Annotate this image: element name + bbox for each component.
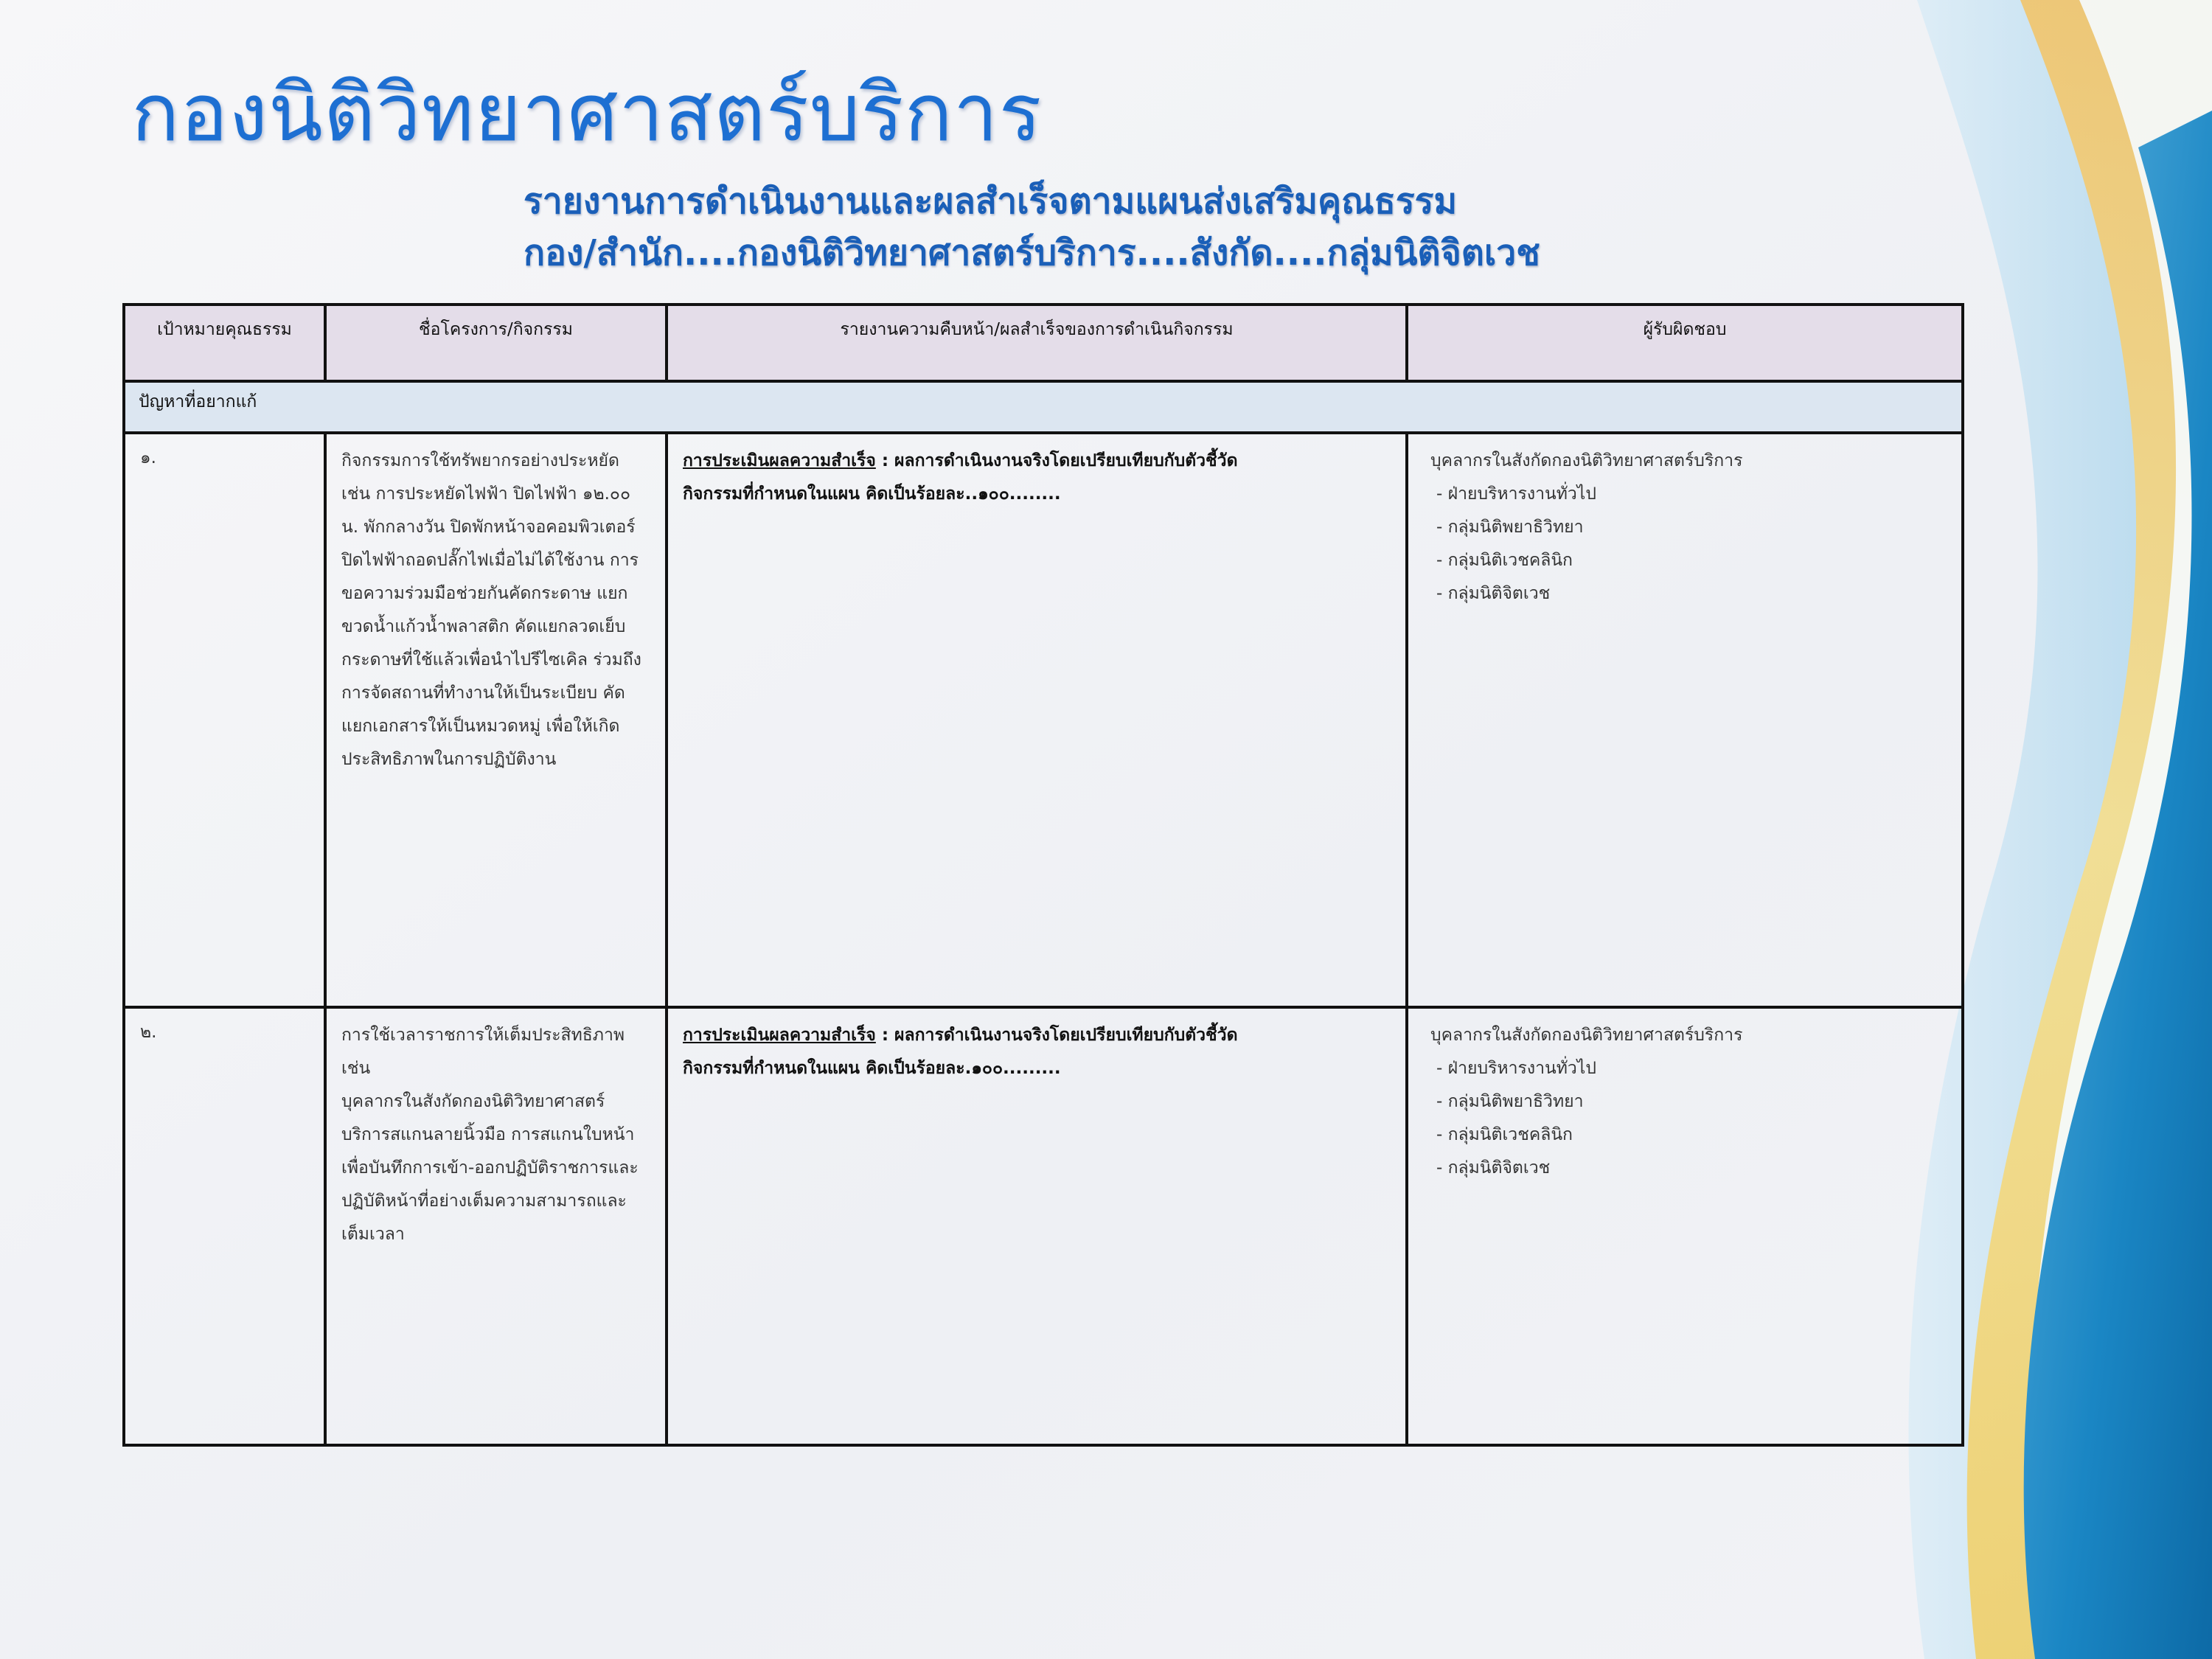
responsible-cell — [1407, 1007, 1963, 1445]
project-line: บริการสแกนลายนิ้วมือ การสแกนใบหน้า — [341, 1125, 635, 1144]
progress-line-1 — [683, 445, 1391, 478]
row-number: ๑. — [140, 448, 156, 467]
group-row — [124, 381, 1963, 433]
project-line: เพื่อบันทึกการเข้า-ออกปฏิบัติราชการและ — [341, 1158, 639, 1178]
progress-text — [668, 434, 1405, 521]
responsible-item: - กลุ่มนิติพยาธิวิทยา — [1436, 518, 1584, 537]
responsible-item: - กลุ่มนิติพยาธิวิทยา — [1436, 1092, 1584, 1111]
goal-cell — [124, 433, 325, 1007]
progress-text-1: : ผลการดำเนินงานจริงโดยเปรียบเทียบกับตัวชี้วัด — [875, 1026, 1238, 1045]
project-line: ปฏิบัติหน้าที่อย่างเต็มความสามารถและ — [341, 1192, 627, 1211]
progress-cell — [667, 433, 1407, 1007]
project-line: แยกเอกสารให้เป็นหมวดหมู่ เพื่อให้เกิด — [341, 717, 620, 736]
report-subtitle-line-2: กอง/สำนัก....กองนิติวิทยาศาสตร์บริการ....สังกัด....กลุ่มนิติจิตเวช — [524, 232, 1540, 274]
table-row — [124, 1007, 1963, 1445]
project-line: ขวดน้ำแก้วน้ำพลาสติก คัดแยกลวดเย็บ — [341, 617, 626, 636]
responsible-item: - กลุ่มนิติจิตเวช — [1436, 1158, 1551, 1178]
progress-text-2: กิจกรรมที่กำหนดในแผน คิดเป็นร้อยละ.๑๐๐......... — [683, 1059, 1061, 1078]
row-number: ๒. — [140, 1023, 157, 1042]
project-line: บุคลากรในสังกัดกองนิติวิทยาศาสตร์ — [341, 1092, 605, 1111]
project-line: เต็มเวลา — [341, 1225, 405, 1244]
responsible-item: - กลุ่มนิติเวชคลินิก — [1436, 551, 1573, 570]
responsible-list — [1408, 1009, 1961, 1195]
responsible-cell — [1407, 433, 1963, 1007]
progress-cell — [667, 1007, 1407, 1445]
responsible-head: บุคลากรในสังกัดกองนิติวิทยาศาสตร์บริการ — [1430, 451, 1743, 470]
progress-text — [668, 1009, 1405, 1096]
goal-cell — [124, 1007, 325, 1445]
report-table — [122, 303, 1964, 1447]
progress-text-2: กิจกรรมที่กำหนดในแผน คิดเป็นร้อยละ..๑๐๐........ — [683, 484, 1061, 504]
project-line: ปิดไฟฟ้าถอดปลั๊กไฟเมื่อไม่ได้ใช้งาน การ — [341, 551, 639, 570]
project-line: การจัดสถานที่ทำงานให้เป็นระเบียบ คัด — [341, 684, 625, 703]
project-line: การใช้เวลาราชการให้เต็มประสิทธิภาพเช่น — [341, 1026, 625, 1078]
page-title: กองนิติวิทยาศาสตร์บริการ — [131, 67, 1043, 159]
responsible-item: - ฝ่ายบริหารงานทั่วไป — [1436, 484, 1596, 504]
header-goal: เป้าหมายคุณธรรม — [124, 305, 325, 381]
project-line: เช่น การประหยัดไฟฟ้า ปิดไฟฟ้า ๑๒.๐๐ — [341, 484, 630, 504]
project-cell — [325, 433, 667, 1007]
responsible-item: - ฝ่ายบริหารงานทั่วไป — [1436, 1059, 1596, 1078]
table-row — [124, 433, 1963, 1007]
project-line: กระดาษที่ใช้แล้วเพื่อนำไปรีไซเคิล ร่วมถึง — [341, 650, 641, 669]
project-line: ขอความร่วมมือช่วยกันคัดกระดาษ แยก — [341, 584, 628, 603]
project-line: ประสิทธิภาพในการปฏิบัติงาน — [341, 750, 557, 769]
project-line: น. พักกลางวัน ปิดพักหน้าจอคอมพิวเตอร์ — [341, 518, 636, 537]
responsible-item: - กลุ่มนิติเวชคลินิก — [1436, 1125, 1573, 1144]
evaluation-label: การประเมินผลความสำเร็จ — [683, 451, 876, 470]
header-progress: รายงานความคืบหน้า/ผลสำเร็จของการดำเนินกิจกรรม — [667, 305, 1407, 381]
progress-text-1: : ผลการดำเนินงานจริงโดยเปรียบเทียบกับตัวชี้วัด — [875, 451, 1238, 470]
header-project: ชื่อโครงการ/กิจกรรม — [325, 305, 667, 381]
responsible-list — [1408, 434, 1961, 621]
project-text — [327, 434, 665, 787]
project-cell — [325, 1007, 667, 1445]
evaluation-label: การประเมินผลความสำเร็จ — [683, 1026, 876, 1045]
header-responsible: ผู้รับผิดชอบ — [1407, 305, 1963, 381]
progress-line-1 — [683, 1019, 1391, 1052]
project-text — [327, 1009, 665, 1262]
responsible-head: บุคลากรในสังกัดกองนิติวิทยาศาสตร์บริการ — [1430, 1026, 1743, 1045]
group-label: ปัญหาที่อยากแก้ — [124, 381, 1963, 433]
table-header-row — [124, 305, 1963, 381]
project-line: กิจกรรมการใช้ทรัพยากรอย่างประหยัด — [341, 451, 619, 470]
responsible-item: - กลุ่มนิติจิตเวช — [1436, 584, 1551, 603]
report-subtitle-line-1: รายงานการดำเนินงานและผลสำเร็จตามแผนส่งเสริมคุณธรรม — [524, 181, 1458, 222]
